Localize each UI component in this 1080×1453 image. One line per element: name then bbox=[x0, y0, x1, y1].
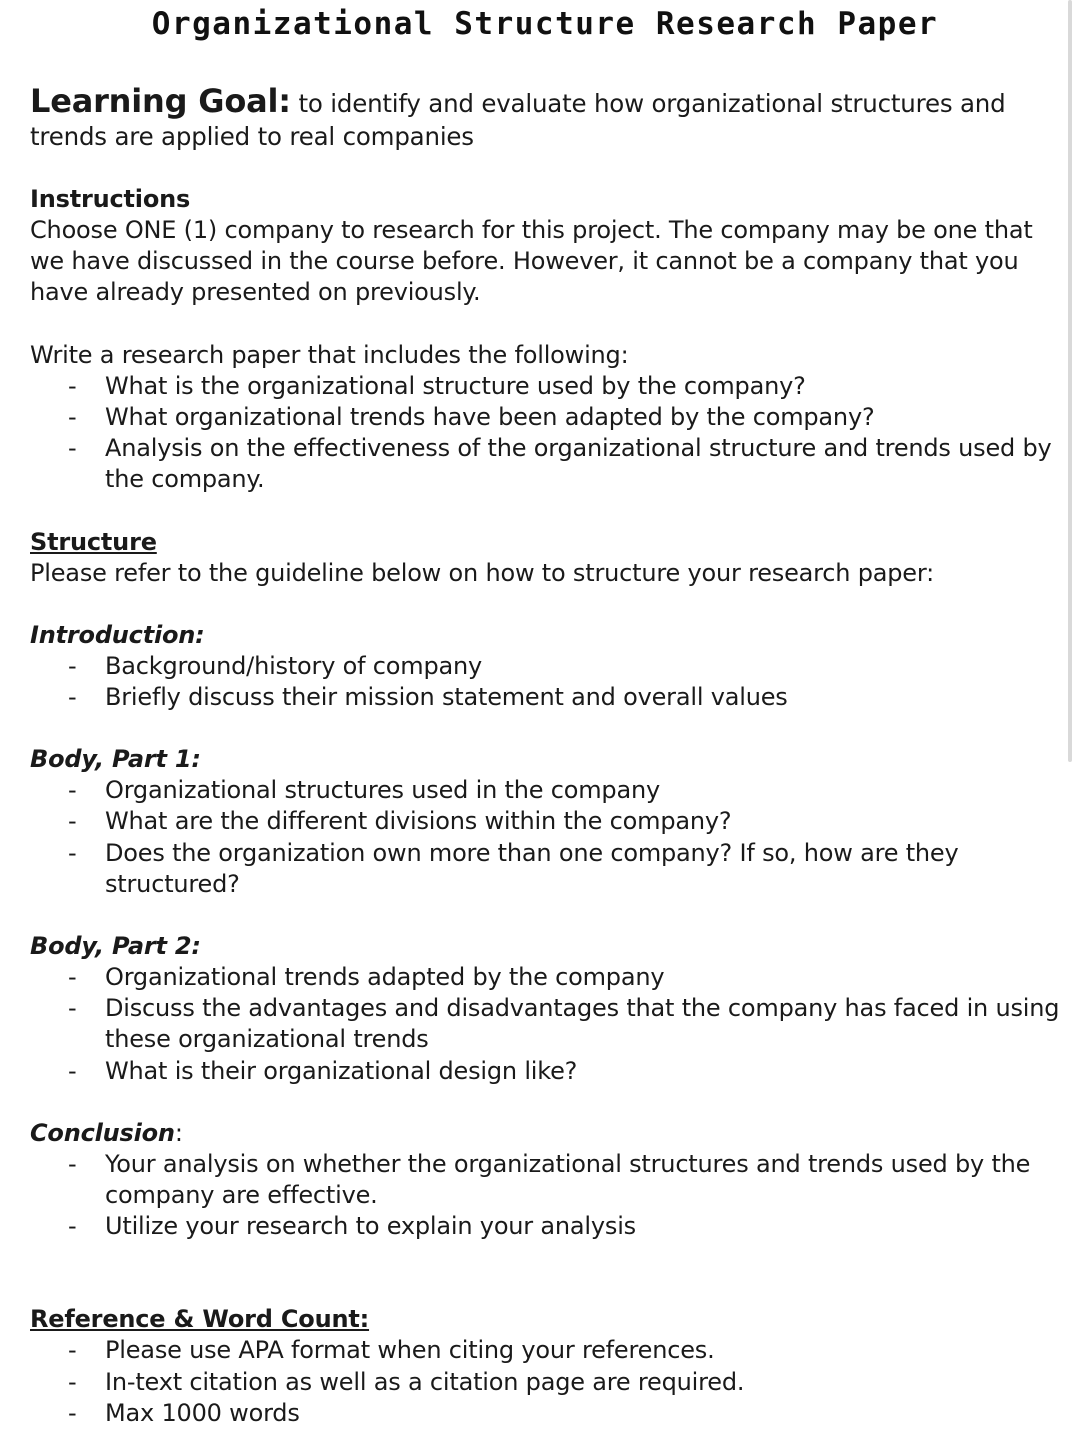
instructions-list bbox=[30, 371, 1060, 496]
instructions-paragraph: Choose ONE (1) company to research for this project. The company may be one that we have discussed in the course before. However, it cannot be a company that you have already presented on previously. bbox=[30, 216, 1033, 307]
conclusion-heading-colon: : bbox=[174, 1118, 183, 1147]
structure-section bbox=[30, 527, 1060, 589]
dash-marker: - bbox=[68, 683, 77, 712]
dash-marker: - bbox=[68, 1212, 77, 1241]
dash-marker: - bbox=[68, 776, 77, 805]
list-item bbox=[30, 806, 1060, 837]
list-item-text: Utilize your research to explain your analysis bbox=[105, 1212, 636, 1241]
dash-marker: - bbox=[68, 1367, 77, 1396]
list-item bbox=[30, 1149, 1060, 1211]
instructions-heading: Instructions bbox=[30, 185, 191, 213]
conclusion-list bbox=[30, 1149, 1060, 1243]
dash-marker: - bbox=[68, 807, 77, 836]
list-item bbox=[30, 775, 1060, 806]
vertical-scrollbar[interactable] bbox=[1068, 0, 1072, 762]
dash-marker: - bbox=[68, 371, 77, 400]
instructions-intro: Write a research paper that includes the following: bbox=[30, 340, 629, 369]
document-page bbox=[30, 0, 1060, 1429]
learning-goal bbox=[30, 82, 1060, 153]
list-item-text: Max 1000 words bbox=[105, 1398, 300, 1427]
instructions-section bbox=[30, 184, 1060, 496]
list-item-text: What are the different divisions within the company? bbox=[105, 807, 732, 836]
list-item bbox=[30, 1335, 1060, 1366]
list-item-text: Please use APA format when citing your references. bbox=[105, 1336, 715, 1365]
list-item bbox=[30, 1056, 1060, 1087]
list-item-text: Briefly discuss their mission statement and overall values bbox=[105, 683, 788, 712]
introduction-list bbox=[30, 651, 1060, 713]
list-item bbox=[30, 651, 1060, 682]
introduction-section bbox=[30, 620, 1060, 713]
reference-heading: Reference & Word Count: bbox=[30, 1305, 370, 1334]
list-item bbox=[30, 1398, 1060, 1429]
list-item bbox=[30, 682, 1060, 713]
list-item-text: What is the organizational structure used by the company? bbox=[105, 371, 806, 400]
body-part-1-list bbox=[30, 775, 1060, 900]
dash-marker: - bbox=[68, 403, 77, 432]
dash-marker: - bbox=[68, 994, 77, 1023]
reference-section bbox=[30, 1304, 1060, 1429]
list-item bbox=[30, 433, 1060, 495]
conclusion-section bbox=[30, 1118, 1060, 1243]
structure-heading: Structure bbox=[30, 527, 157, 556]
dash-marker: - bbox=[68, 1149, 77, 1178]
list-item-text: What is their organizational design like? bbox=[105, 1056, 578, 1085]
list-item-text: Organizational structures used in the company bbox=[105, 776, 660, 805]
list-item-text: Your analysis on whether the organizational structures and trends used by the company are effective. bbox=[105, 1149, 1031, 1210]
dash-marker: - bbox=[68, 1056, 77, 1085]
body-part-2-heading: Body, Part 2: bbox=[30, 932, 201, 961]
body-part-1-section bbox=[30, 744, 1060, 900]
body-part-2-section bbox=[30, 931, 1060, 1087]
structure-text: Please refer to the guideline below on how to structure your research paper: bbox=[30, 558, 934, 587]
dash-marker: - bbox=[68, 1398, 77, 1427]
learning-goal-text: to identify and evaluate how organizational structures and trends are applied to real companies bbox=[30, 89, 1006, 151]
dash-marker: - bbox=[68, 838, 77, 867]
conclusion-heading bbox=[30, 1118, 1060, 1149]
list-item bbox=[30, 993, 1060, 1055]
learning-goal-label: Learning Goal: bbox=[30, 82, 291, 120]
dash-marker: - bbox=[68, 1336, 77, 1365]
list-item-text: Discuss the advantages and disadvantages that the company has faced in using these organizational trends bbox=[105, 994, 1060, 1054]
list-item-text: Does the organization own more than one company? If so, how are they structured? bbox=[105, 838, 959, 898]
conclusion-heading-text: Conclusion bbox=[30, 1118, 175, 1147]
list-item-text: Analysis on the effectiveness of the organizational structure and trends used by the company. bbox=[105, 434, 1052, 494]
introduction-heading: Introduction: bbox=[30, 620, 205, 649]
list-item-text: What organizational trends have been adapted by the company? bbox=[105, 403, 875, 432]
list-item-text: In-text citation as well as a citation page are required. bbox=[105, 1367, 745, 1396]
list-item bbox=[30, 1211, 1060, 1242]
list-item bbox=[30, 1367, 1060, 1398]
dash-marker: - bbox=[68, 963, 77, 992]
dash-marker: - bbox=[68, 651, 77, 680]
list-item-text: Organizational trends adapted by the company bbox=[105, 963, 665, 992]
list-item bbox=[30, 962, 1060, 993]
list-item bbox=[30, 838, 1060, 900]
dash-marker: - bbox=[68, 434, 77, 463]
body-part-1-heading: Body, Part 1: bbox=[30, 745, 201, 774]
body-part-2-list bbox=[30, 962, 1060, 1087]
list-item-text: Background/history of company bbox=[105, 651, 483, 680]
reference-list bbox=[30, 1335, 1060, 1429]
list-item bbox=[30, 371, 1060, 402]
list-item bbox=[30, 402, 1060, 433]
page-title: Organizational Structure Research Paper bbox=[151, 6, 939, 42]
